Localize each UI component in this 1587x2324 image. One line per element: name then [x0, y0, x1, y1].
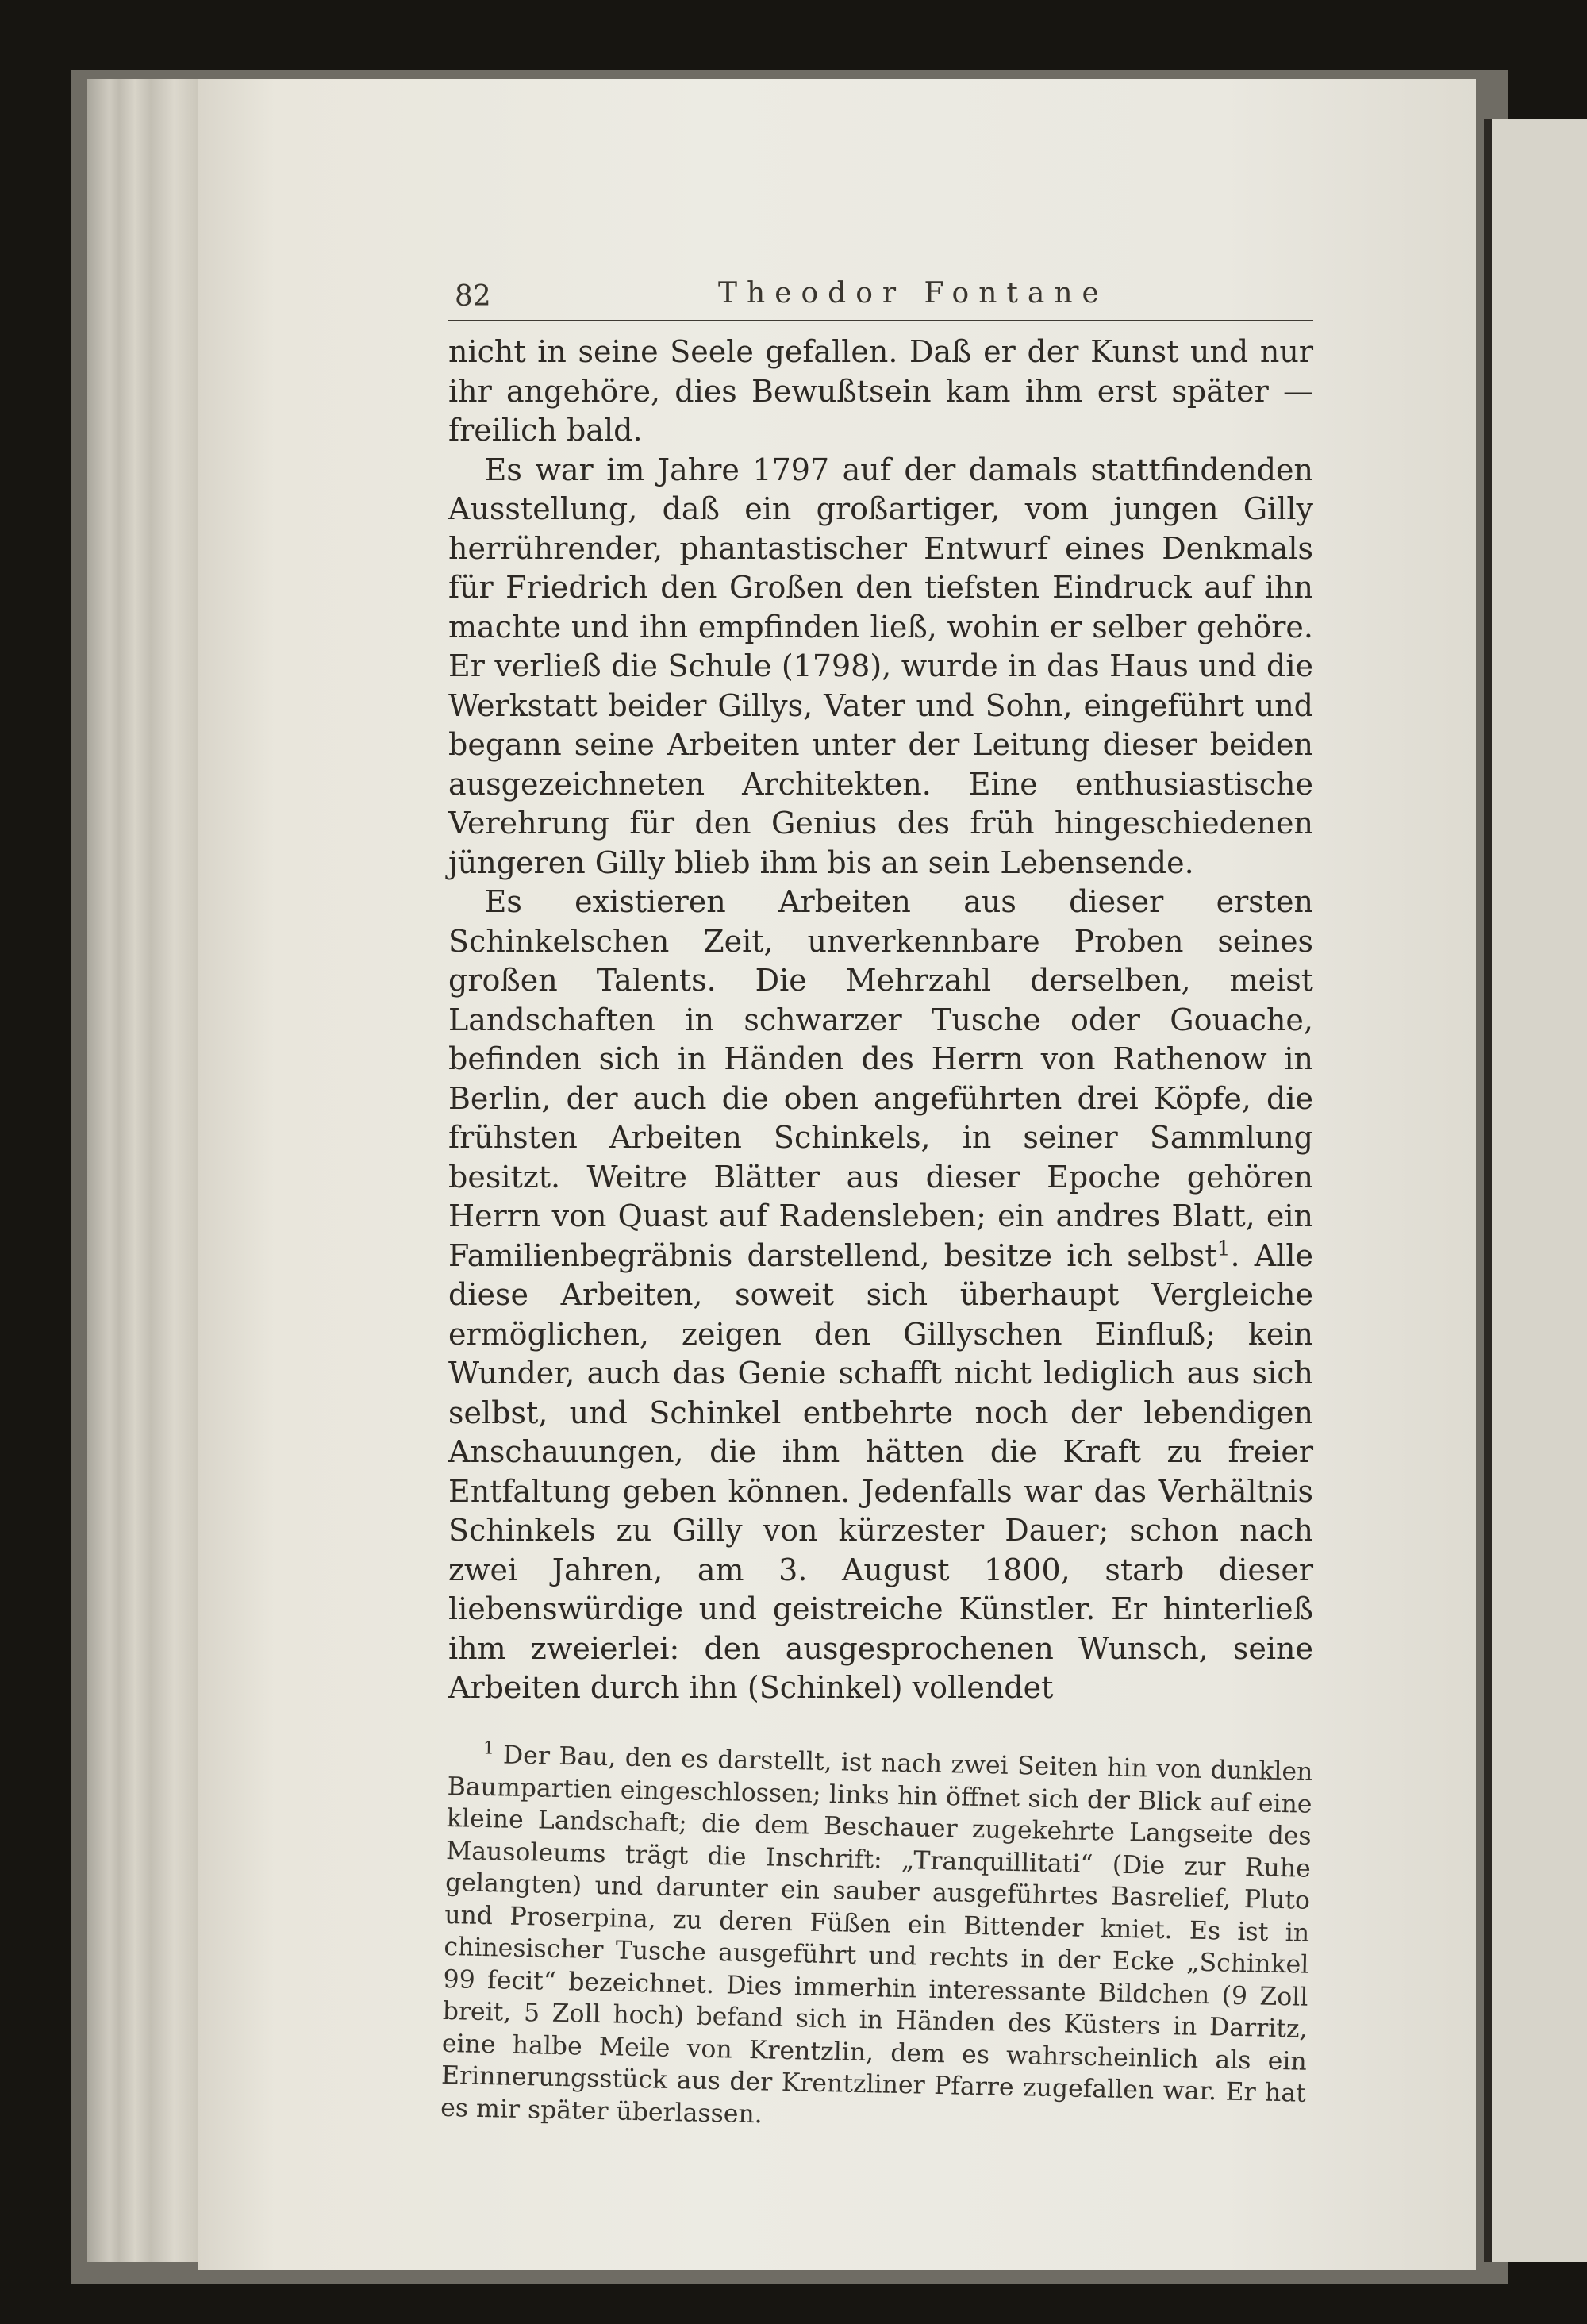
running-head: Theodor Fontane	[718, 277, 1109, 310]
footnote	[440, 1738, 1313, 2142]
paragraph-3-text-b: . Alle diese Arbeiten, soweit sich überhaupt Vergleiche ermöglichen, zeigen den Gillyschen Einfluß; kein Wunder, auch das Genie schafft nicht lediglich aus sich selbst, und Schinkel entbehrte noch der lebendigen Anschauungen, die ihm hätten die Kraft zu freier Entfaltung geben können. Jedenfalls war das Verhältnis Schinkels zu Gilly von kürzester Dauer; schon nach zwei Jahren, am 3. August 1800, starb dieser liebenswürdige und geistreiche Künstler. Er hinterließ ihm zweierlei: den ausgesprochenen Wunsch, seine Arbeiten durch ihn (Schinkel) vollendet	[448, 1237, 1313, 1705]
page-content	[440, 274, 1313, 2129]
facing-page	[1484, 119, 1587, 2262]
body-text	[448, 333, 1313, 1708]
paragraph-1: nicht in seine Seele gefallen. Daß er der Kunst und nur ihr angehöre, dies Bewußtsein kam ihm erst später — freilich bald.	[448, 334, 1313, 448]
paragraph-3-text-a: Es existieren Arbeiten aus dieser ersten Schinkelschen Zeit, unverkennbare Proben seines großen Talents. Die Mehrzahl derselben, meist Landschaften in schwarzer Tusche oder Gouache, befinden sich in Händen des Herrn von Rathenow in Berlin, der auch die oben angeführten drei Köpfe, die frühsten Arbeiten Schinkels, in seiner Sammlung besitzt. Weitre Blätter aus dieser Epoche gehören Herrn von Quast auf Radensleben; ein andres Blatt, ein Familienbegräbnis darstellend, besitze ich selbst	[448, 884, 1313, 1273]
paragraph-2: Es war im Jahre 1797 auf der damals stattfindenden Ausstellung, daß ein großartiger, vom jungen Gilly herrührender, phantastischer Entwurf eines Denkmals für Friedrich den Großen den tiefsten Eindruck auf ihn machte und ihn empfinden ließ, wohin er selber gehöre. Er verließ die Schule (1798), wurde in das Haus und die Werkstatt beider Gillys, Vater und Sohn, eingeführt und begann seine Arbeiten unter der Leitung dieser beiden ausgezeichneten Architekten. Eine enthusiastische Verehrung für den Genius des früh hingeschiedenen jüngeren Gilly blieb ihm bis an sein Lebensende.	[448, 452, 1313, 880]
footnote-section	[440, 1738, 1313, 2142]
page-header	[448, 274, 1313, 321]
page-number: 82	[455, 280, 491, 313]
footnote-text: Der Bau, den es darstellt, ist nach zwei Seiten hin von dunklen Baumpartien eingeschlossen; links hin öffnet sich der Blick auf eine kleine Landschaft; die dem Beschauer zugekehrte Langseite des Mausoleums trägt die Inschrift: „Tranquillitati“ (Die zur Ruhe gelangten) und darunter ein sauber ausgeführtes Basrelief, Pluto und Proserpina, zu deren Füßen ein Bittender kniet. Es ist in chinesischer Tusche ausgeführt und rechts in der Ecke „Schinkel 99 fecit“ bezeichnet. Dies immerhin interessante Bildchen (9 Zoll breit, 5 Zoll hoch) befand sich in Händen des Küsters in Darritz, eine halbe Meile von Krentzlin, dem es wahrscheinlich als ein Erinnerungsstück aus der Krentzliner Pfarre zugefallen war. Er hat es mir später überlassen.	[440, 1740, 1313, 2129]
footnote-reference: 1	[1216, 1235, 1231, 1260]
footnote-marker: 1	[482, 1737, 495, 1759]
paragraph-3	[448, 883, 1313, 1708]
